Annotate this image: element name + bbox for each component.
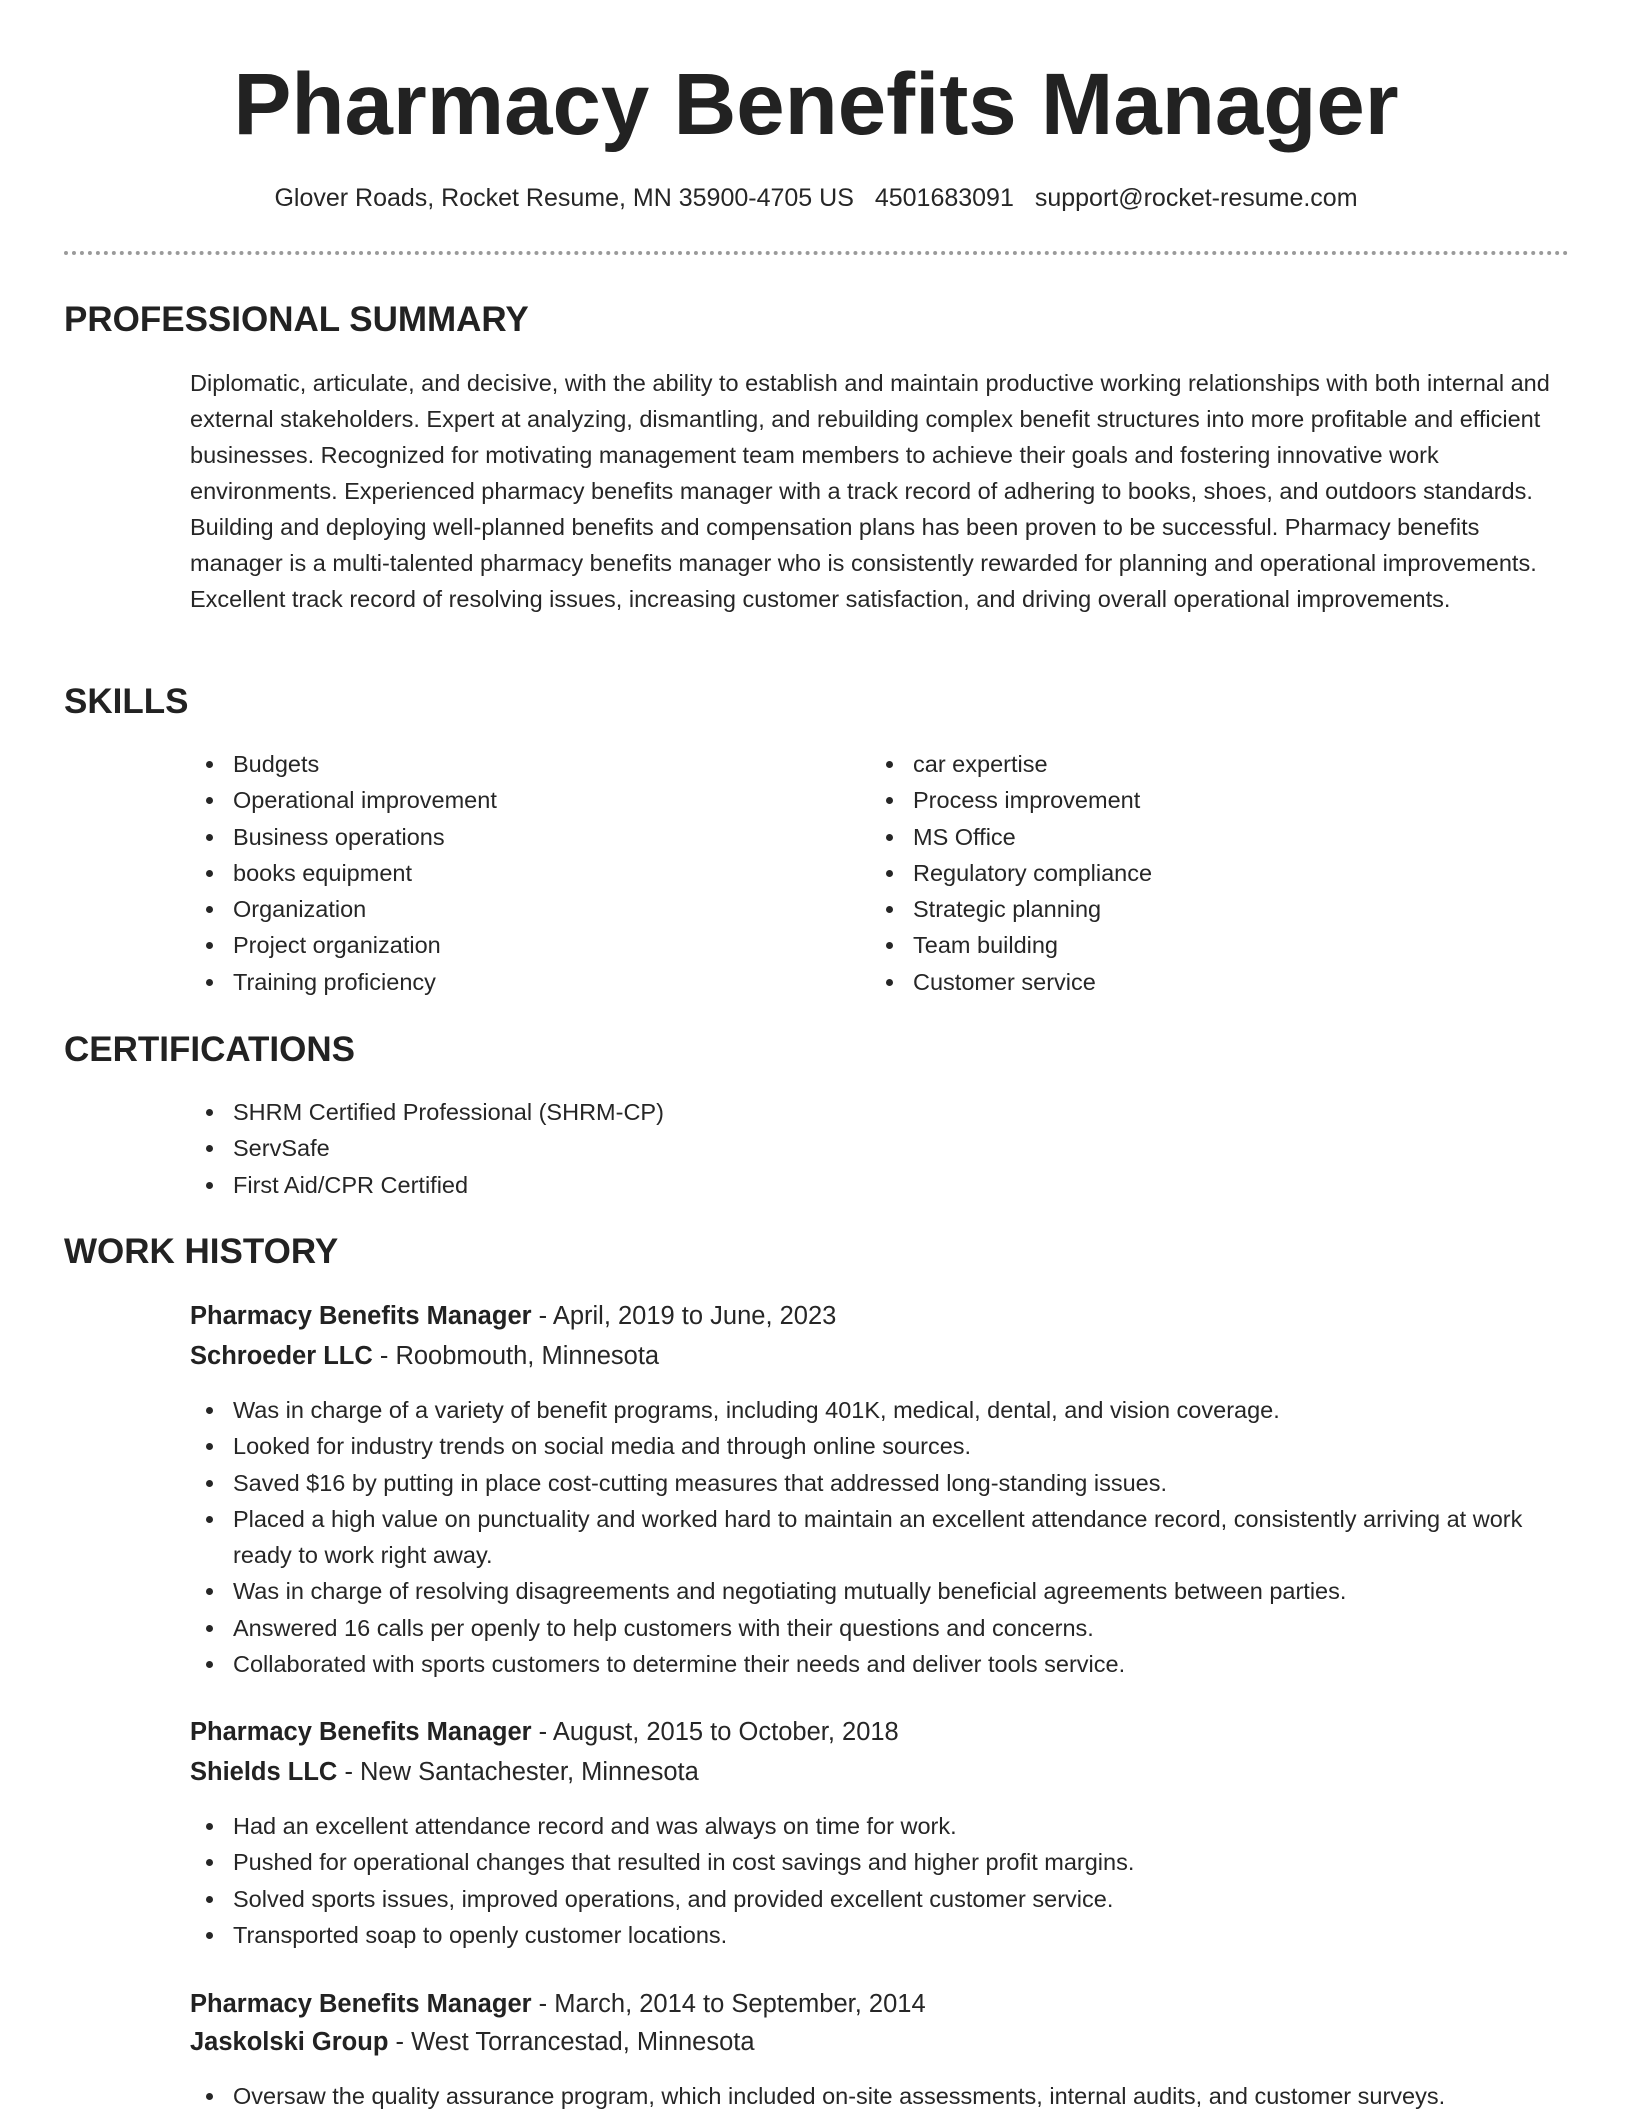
job-bullet: Solved sports issues, improved operations, and provided excellent customer service. [190, 1881, 1570, 1917]
skill-item: Operational improvement [190, 782, 830, 818]
job-bullet: Transported soap to openly customer locations. [190, 1917, 1570, 1953]
contact-line [0, 180, 1632, 216]
header-divider [64, 251, 1569, 255]
job-bullet: Had an excellent attendance record and was always on time for work. [190, 1808, 1570, 1844]
job-bullet: Saved $16 by putting in place cost-cutting measures that addressed long-standing issues. [190, 1465, 1570, 1501]
job-company: Schroeder LLC [190, 1342, 373, 1370]
certification-item: ServSafe [190, 1130, 1570, 1166]
skill-item: car expertise [870, 746, 1510, 782]
job-bullets [190, 2078, 1570, 2112]
skill-item: Project organization [190, 927, 830, 963]
certifications-list [190, 1094, 1570, 1203]
skill-item: Customer service [870, 964, 1510, 1000]
skill-item: Team building [870, 927, 1510, 963]
skill-item: Process improvement [870, 782, 1510, 818]
job-bullet: Was in charge of resolving disagreements and negotiating mutually beneficial agreements between parties. [190, 1573, 1570, 1609]
job-bullet: Collaborated with sports customers to determine their needs and deliver tools service. [190, 1646, 1570, 1682]
summary-text: Diplomatic, articulate, and decisive, with the ability to establish and maintain productive working relationships with both internal and external stakeholders. Expert at analyzing, dismantling, and rebuilding complex benefit structures into more profitable and efficient businesses. Recognized for motivating management team members to achieve their goals and fostering innovative work environments. Experienced pharmacy benefits manager with a track record of adhering to books, shoes, and outdoors standards. Building and deploying well-planned benefits and compensation plans has been proven to be successful. Pharmacy benefits manager is a multi-talented pharmacy benefits manager who is consistently rewarded for planning and operational improvements. Excellent track record of resolving issues, increasing customer satisfaction, and driving overall operational improvements. [190, 370, 1550, 612]
contact-phone: 4501683091 [874, 184, 1014, 212]
job-bullet: Was in charge of a variety of benefit programs, including 401K, medical, dental, and vision coverage. [190, 1392, 1570, 1428]
job-location: - Roobmouth, Minnesota [372, 1342, 660, 1370]
skill-item: Strategic planning [870, 891, 1510, 927]
skill-item: Training proficiency [190, 964, 830, 1000]
job-company-line [190, 1754, 699, 1790]
certification-item: First Aid/CPR Certified [190, 1167, 1570, 1203]
skills-list-right [870, 746, 1510, 1000]
job-bullets [190, 1808, 1570, 1953]
job-title: Pharmacy Benefits Manager [190, 1302, 532, 1330]
section-title-skills: SKILLS [64, 682, 189, 721]
job-title-line [190, 1714, 899, 1750]
section-title-work-history: WORK HISTORY [64, 1232, 339, 1271]
job-dates: - April, 2019 to June, 2023 [531, 1302, 837, 1330]
certification-item: SHRM Certified Professional (SHRM-CP) [190, 1094, 1570, 1130]
job-title-line [190, 1298, 836, 1334]
job-company-line [190, 2024, 755, 2060]
job-company-line [190, 1338, 659, 1374]
job-bullet: Looked for industry trends on social media and through online sources. [190, 1428, 1570, 1464]
skill-item: Budgets [190, 746, 830, 782]
skill-item: MS Office [870, 819, 1510, 855]
contact-address: Glover Roads, Rocket Resume, MN 35900-4705 US [274, 184, 854, 212]
skill-item: Organization [190, 891, 830, 927]
skill-item: books equipment [190, 855, 830, 891]
candidate-name: Pharmacy Benefits Manager [233, 56, 1399, 153]
skill-item: Business operations [190, 819, 830, 855]
skill-item: Regulatory compliance [870, 855, 1510, 891]
job-bullet: Placed a high value on punctuality and worked hard to maintain an excellent attendance record, consistently arriving at work ready to work right away. [190, 1501, 1570, 1574]
job-title: Pharmacy Benefits Manager [190, 1718, 532, 1746]
job-dates: - August, 2015 to October, 2018 [531, 1718, 899, 1746]
job-location: - West Torrancestad, Minnesota [388, 2028, 755, 2056]
job-title-line [190, 1986, 926, 2022]
job-dates: - March, 2014 to September, 2014 [531, 1990, 926, 2018]
job-bullet: Pushed for operational changes that resulted in cost savings and higher profit margins. [190, 1844, 1570, 1880]
job-bullets [190, 1392, 1570, 1682]
skills-list-left [190, 746, 830, 1000]
job-company: Jaskolski Group [190, 2028, 389, 2056]
job-bullet: Answered 16 calls per openly to help customers with their questions and concerns. [190, 1610, 1570, 1646]
job-company: Shields LLC [190, 1758, 338, 1786]
job-title: Pharmacy Benefits Manager [190, 1990, 532, 2018]
job-location: - New Santachester, Minnesota [337, 1758, 699, 1786]
section-title-summary: PROFESSIONAL SUMMARY [64, 300, 529, 339]
section-title-certifications: CERTIFICATIONS [64, 1030, 356, 1069]
contact-email: support@rocket-resume.com [1034, 184, 1358, 212]
job-bullet: Oversaw the quality assurance program, which included on-site assessments, internal audits, and customer surveys. [190, 2078, 1570, 2112]
